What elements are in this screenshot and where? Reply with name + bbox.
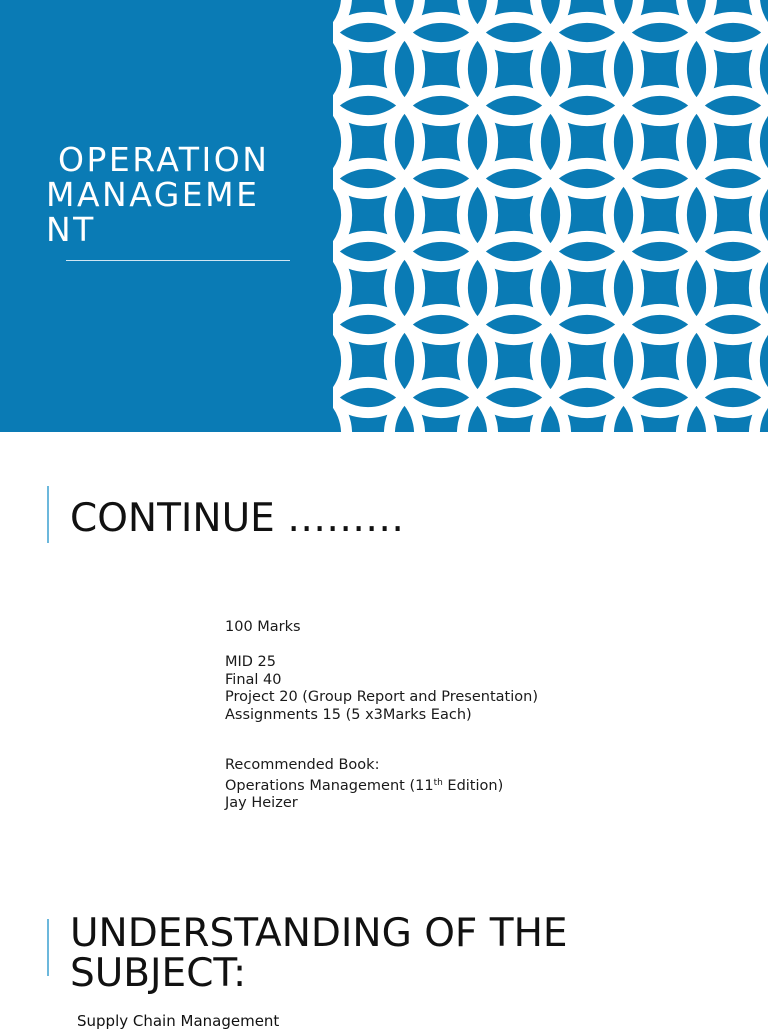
spacer [225, 724, 538, 757]
book-label: Recommended Book: [225, 757, 380, 773]
total-marks: 100 Marks [225, 619, 301, 635]
book-title: Operations Management (11th Edition) [225, 777, 504, 794]
list-item: Supply Chain Management [77, 1012, 280, 1030]
continue-heading: CONTINUE ……… [70, 496, 405, 541]
circle-lattice-pattern [333, 0, 768, 432]
title-slide [0, 0, 768, 432]
slide-title: OPERATION MANAGEMENT [46, 140, 270, 249]
marks-final: Final 40 [225, 671, 282, 688]
title-accent-bar [47, 486, 49, 543]
title-accent-bar [47, 919, 49, 976]
heading-line-1: UNDERSTANDING OF THE [70, 911, 568, 956]
title-underline [66, 260, 290, 261]
marks-assignments: Assignments 15 (5 x3Marks Each) [225, 706, 472, 723]
marks-mid: MID 25 [225, 654, 277, 670]
spacer [225, 637, 538, 655]
marks-project: Project 20 (Group Report and Presentation) [225, 689, 538, 705]
book-author: Jay Heizer [225, 795, 298, 811]
heading-line-2: SUBJECT: [70, 951, 247, 996]
course-details [225, 619, 538, 813]
understanding-heading [70, 911, 568, 996]
